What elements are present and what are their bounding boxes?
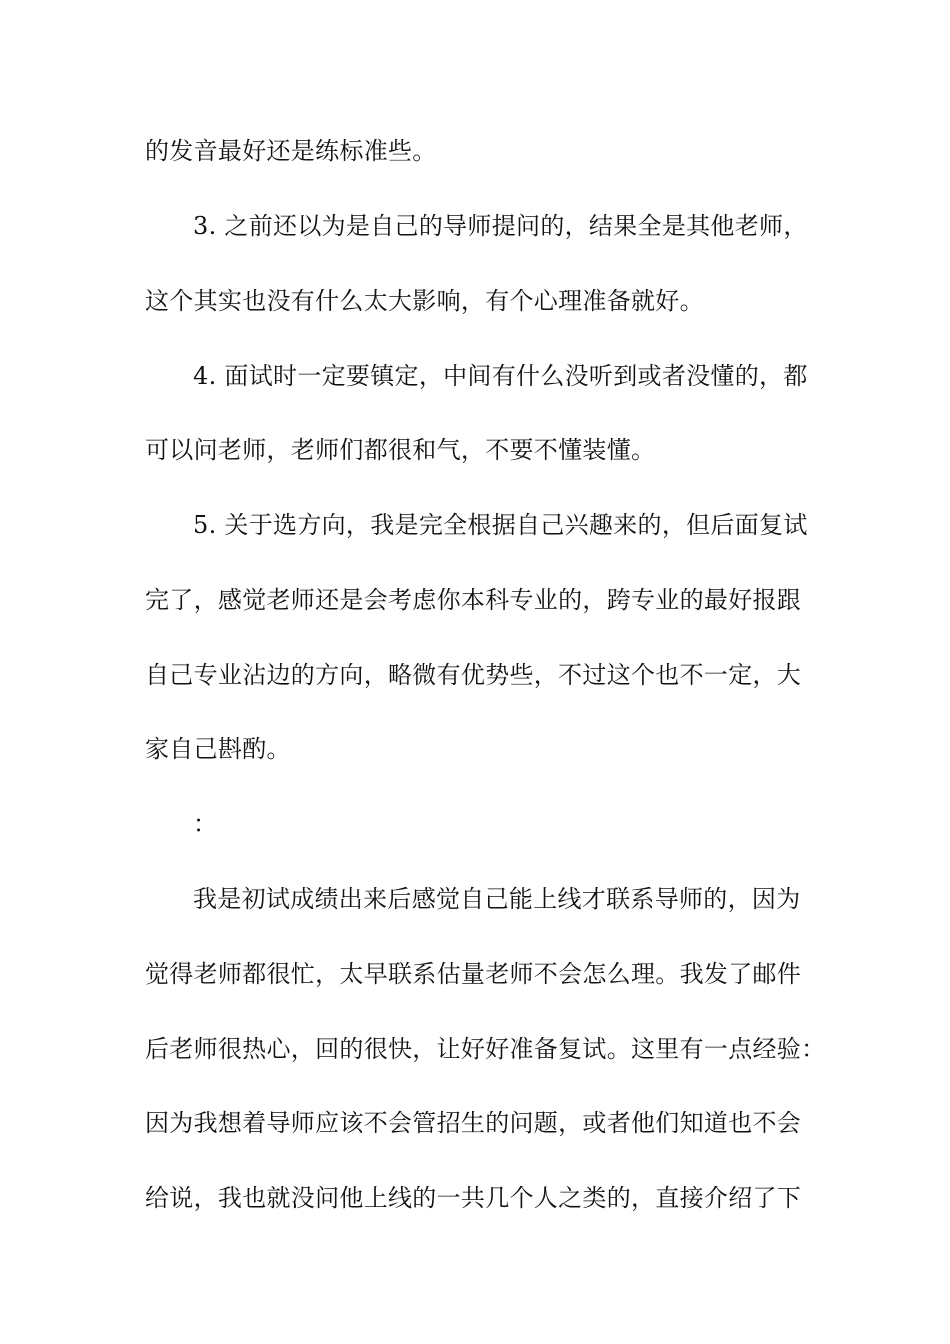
text-line: 完了，感觉老师还是会考虑你本科专业的，跨专业的最好报跟	[145, 586, 802, 614]
paragraph-first-line: 我是初试成绩出来后感觉自己能上线才联系导师的，因为	[193, 885, 801, 913]
section-colon: ：	[193, 810, 218, 838]
text-line: 家自己斟酌。	[145, 735, 291, 763]
list-item-3-line: 3. 之前还以为是自己的导师提问的，结果全是其他老师，	[193, 212, 808, 240]
text-line: 后老师很热心，回的很快，让好好准备复试。这里有一点经验：	[145, 1035, 826, 1063]
text-line: 这个其实也没有什么太大影响，有个心理准备就好。	[145, 287, 704, 315]
text-line: 给说，我也就没问他上线的一共几个人之类的，直接介绍了下	[145, 1184, 802, 1212]
text-line: 因为我想着导师应该不会管招生的问题，或者他们知道也不会	[145, 1109, 802, 1137]
list-item-5-line: 5. 关于选方向，我是完全根据自己兴趣来的，但后面复试	[193, 511, 808, 539]
text-line: 觉得老师都很忙，太早联系估量老师不会怎么理。我发了邮件	[145, 960, 802, 988]
text-line: 的发音最好还是练标准些。	[145, 137, 437, 165]
list-item-4-line: 4. 面试时一定要镇定，中间有什么没听到或者没懂的，都	[193, 362, 808, 390]
text-line: 可以问老师，老师们都很和气，不要不懂装懂。	[145, 436, 656, 464]
text-line: 自己专业沾边的方向，略微有优势些，不过这个也不一定，大	[145, 661, 802, 689]
